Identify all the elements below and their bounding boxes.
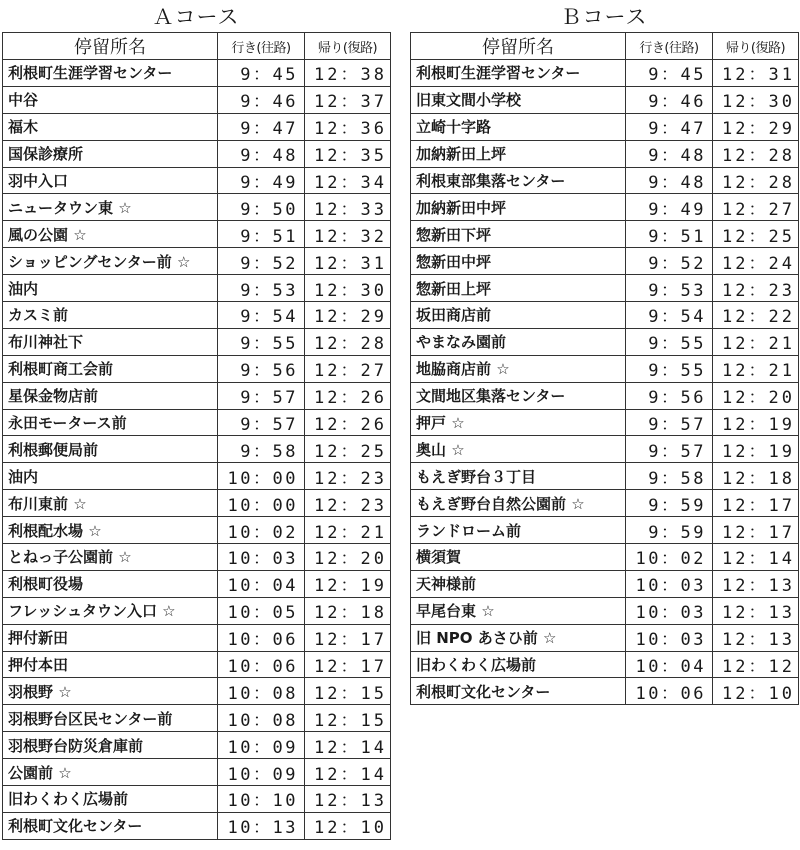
stop-name-cell: 押付本田: [3, 651, 218, 678]
outbound-time-cell: 10：06: [626, 678, 713, 705]
outbound-time-cell: 9：48: [218, 140, 305, 167]
return-time-cell: 12：10: [713, 678, 799, 705]
table-row: [411, 382, 799, 409]
table-row: [411, 490, 799, 517]
table-row: [3, 275, 391, 302]
outbound-time-cell: 10：04: [626, 651, 713, 678]
table-row: [411, 544, 799, 571]
stop-name-cell: 立崎十字路: [411, 113, 626, 140]
return-time-cell: 12：25: [305, 436, 391, 463]
outbound-time-cell: 10：00: [218, 490, 305, 517]
outbound-time-cell: 10：03: [626, 570, 713, 597]
outbound-time-cell: 10：02: [626, 544, 713, 571]
stop-name-cell: 公園前 ☆: [3, 759, 218, 786]
table-row: [3, 194, 391, 221]
table-row: [411, 678, 799, 705]
table-row: [3, 759, 391, 786]
table-row: [411, 517, 799, 544]
outbound-time-cell: 9：58: [218, 436, 305, 463]
outbound-time-cell: 10：03: [626, 597, 713, 624]
stop-name-cell: 布川神社下: [3, 328, 218, 355]
table-row: [411, 167, 799, 194]
outbound-time-cell: 10：00: [218, 463, 305, 490]
return-time-cell: 12：14: [713, 544, 799, 571]
return-time-cell: 12：37: [305, 86, 391, 113]
table-row: [3, 490, 391, 517]
outbound-time-cell: 9：58: [626, 463, 713, 490]
header-outbound: 行き(往路): [626, 33, 713, 60]
table-row: [411, 302, 799, 329]
stop-name-cell: ショッピングセンター前 ☆: [3, 248, 218, 275]
outbound-time-cell: 9：59: [626, 490, 713, 517]
table-row: [411, 597, 799, 624]
return-time-cell: 12：15: [305, 705, 391, 732]
table-row: [411, 463, 799, 490]
stop-name-cell: 惣新田中坪: [411, 248, 626, 275]
outbound-time-cell: 10：09: [218, 732, 305, 759]
outbound-time-cell: 9：52: [218, 248, 305, 275]
outbound-time-cell: 9：51: [626, 221, 713, 248]
stop-name-cell: 油内: [3, 275, 218, 302]
outbound-time-cell: 9：46: [626, 86, 713, 113]
table-row: [3, 140, 391, 167]
return-time-cell: 12：23: [305, 463, 391, 490]
outbound-time-cell: 10：08: [218, 705, 305, 732]
table-row: [3, 328, 391, 355]
stop-name-cell: 利根町生涯学習センター: [411, 60, 626, 87]
outbound-time-cell: 10：13: [218, 812, 305, 839]
return-time-cell: 12：23: [713, 275, 799, 302]
header-outbound: 行き(往路): [218, 33, 305, 60]
return-time-cell: 12：38: [305, 60, 391, 87]
table-row: [3, 517, 391, 544]
outbound-time-cell: 9：45: [218, 60, 305, 87]
return-time-cell: 12：21: [713, 328, 799, 355]
stop-name-cell: 押戸 ☆: [411, 409, 626, 436]
stop-name-cell: 利根郵便局前: [3, 436, 218, 463]
stop-name-cell: 惣新田上坪: [411, 275, 626, 302]
outbound-time-cell: 10：08: [218, 678, 305, 705]
return-time-cell: 12：30: [713, 86, 799, 113]
return-time-cell: 12：24: [713, 248, 799, 275]
course-b-timetable: [410, 32, 799, 705]
outbound-time-cell: 9：48: [626, 140, 713, 167]
course-b-title: Ｂコース: [560, 5, 648, 29]
stop-name-cell: 布川東前 ☆: [3, 490, 218, 517]
return-time-cell: 12：29: [305, 302, 391, 329]
stop-name-cell: もえぎ野台３丁目: [411, 463, 626, 490]
stop-name-cell: 利根町生涯学習センター: [3, 60, 218, 87]
stop-name-cell: 文間地区集落センター: [411, 382, 626, 409]
outbound-time-cell: 9：57: [626, 409, 713, 436]
return-time-cell: 12：19: [713, 436, 799, 463]
stop-name-cell: 利根町文化センター: [3, 812, 218, 839]
table-row: [411, 328, 799, 355]
outbound-time-cell: 10：10: [218, 786, 305, 813]
stop-name-cell: 押付新田: [3, 624, 218, 651]
return-time-cell: 12：31: [305, 248, 391, 275]
header-stop-name: 停留所名: [3, 33, 218, 60]
table-row: [411, 221, 799, 248]
outbound-time-cell: 10：05: [218, 597, 305, 624]
course-a-rows: [3, 60, 391, 840]
outbound-time-cell: 9：55: [218, 328, 305, 355]
return-time-cell: 12：17: [305, 651, 391, 678]
return-time-cell: 12：28: [713, 140, 799, 167]
stop-name-cell: 加納新田中坪: [411, 194, 626, 221]
table-row: [3, 463, 391, 490]
return-time-cell: 12：30: [305, 275, 391, 302]
outbound-time-cell: 9：49: [626, 194, 713, 221]
return-time-cell: 12：26: [305, 409, 391, 436]
table-row: [411, 409, 799, 436]
return-time-cell: 12：25: [713, 221, 799, 248]
table-row: [411, 113, 799, 140]
return-time-cell: 12：32: [305, 221, 391, 248]
table-row: [3, 248, 391, 275]
outbound-time-cell: 9：52: [626, 248, 713, 275]
table-row: [411, 248, 799, 275]
return-time-cell: 12：27: [305, 355, 391, 382]
table-row: [3, 732, 391, 759]
table-row: [3, 113, 391, 140]
table-row: [3, 705, 391, 732]
outbound-time-cell: 9：55: [626, 355, 713, 382]
return-time-cell: 12：22: [713, 302, 799, 329]
stop-name-cell: 風の公園 ☆: [3, 221, 218, 248]
outbound-time-cell: 9：54: [626, 302, 713, 329]
stop-name-cell: 油内: [3, 463, 218, 490]
stop-name-cell: 福木: [3, 113, 218, 140]
outbound-time-cell: 10：03: [626, 624, 713, 651]
outbound-time-cell: 9：57: [218, 409, 305, 436]
header-return: 帰り(復路): [713, 33, 799, 60]
outbound-time-cell: 9：59: [626, 517, 713, 544]
table-row: [3, 86, 391, 113]
return-time-cell: 12：33: [305, 194, 391, 221]
outbound-time-cell: 9：57: [218, 382, 305, 409]
outbound-time-cell: 9：56: [218, 355, 305, 382]
course-a-title: Ａコース: [152, 5, 240, 29]
header-return: 帰り(復路): [305, 33, 391, 60]
outbound-time-cell: 9：53: [218, 275, 305, 302]
stop-name-cell: 羽根野台区民センター前: [3, 705, 218, 732]
stop-name-cell: 永田モータース前: [3, 409, 218, 436]
outbound-time-cell: 9：48: [626, 167, 713, 194]
stop-name-cell: フレッシュタウン入口 ☆: [3, 597, 218, 624]
stop-name-cell: 羽中入口: [3, 167, 218, 194]
table-row: [411, 194, 799, 221]
return-time-cell: 12：20: [713, 382, 799, 409]
return-time-cell: 12：36: [305, 113, 391, 140]
table-row: [3, 597, 391, 624]
return-time-cell: 12：18: [713, 463, 799, 490]
stop-name-cell: 地脇商店前 ☆: [411, 355, 626, 382]
stop-name-cell: 奥山 ☆: [411, 436, 626, 463]
stop-name-cell: カスミ前: [3, 302, 218, 329]
return-time-cell: 12：31: [713, 60, 799, 87]
table-row: [3, 60, 391, 87]
return-time-cell: 12：14: [305, 732, 391, 759]
stop-name-cell: 横須賀: [411, 544, 626, 571]
outbound-time-cell: 9：45: [626, 60, 713, 87]
table-row: [3, 167, 391, 194]
outbound-time-cell: 9：46: [218, 86, 305, 113]
stop-name-cell: 国保診療所: [3, 140, 218, 167]
return-time-cell: 12：19: [305, 570, 391, 597]
stop-name-cell: 利根町文化センター: [411, 678, 626, 705]
stop-name-cell: 旧わくわく広場前: [3, 786, 218, 813]
return-time-cell: 12：18: [305, 597, 391, 624]
table-row: [411, 86, 799, 113]
outbound-time-cell: 9：55: [626, 328, 713, 355]
outbound-time-cell: 9：47: [626, 113, 713, 140]
outbound-time-cell: 9：50: [218, 194, 305, 221]
table-row: [411, 140, 799, 167]
return-time-cell: 12：13: [305, 786, 391, 813]
return-time-cell: 12：27: [713, 194, 799, 221]
outbound-time-cell: 10：03: [218, 544, 305, 571]
table-row: [411, 436, 799, 463]
table-row: [3, 624, 391, 651]
stop-name-cell: 旧 NPO あさひ前 ☆: [411, 624, 626, 651]
course-a-timetable: [2, 32, 391, 840]
stop-name-cell: 旧東文間小学校: [411, 86, 626, 113]
table-row: [3, 812, 391, 839]
stop-name-cell: とねっ子公園前 ☆: [3, 544, 218, 571]
return-time-cell: 12：13: [713, 624, 799, 651]
table-row: [3, 355, 391, 382]
stop-name-cell: 利根町商工会前: [3, 355, 218, 382]
stop-name-cell: ランドローム前: [411, 517, 626, 544]
table-row: [3, 678, 391, 705]
return-time-cell: 12：28: [713, 167, 799, 194]
return-time-cell: 12：28: [305, 328, 391, 355]
table-row: [411, 624, 799, 651]
stop-name-cell: 天神様前: [411, 570, 626, 597]
stop-name-cell: 星保金物店前: [3, 382, 218, 409]
return-time-cell: 12：34: [305, 167, 391, 194]
course-b-section: [410, 0, 798, 705]
return-time-cell: 12：21: [713, 355, 799, 382]
table-row: [411, 651, 799, 678]
outbound-time-cell: 10：06: [218, 624, 305, 651]
return-time-cell: 12：19: [713, 409, 799, 436]
return-time-cell: 12：10: [305, 812, 391, 839]
return-time-cell: 12：12: [713, 651, 799, 678]
return-time-cell: 12：13: [713, 597, 799, 624]
outbound-time-cell: 10：02: [218, 517, 305, 544]
outbound-time-cell: 9：49: [218, 167, 305, 194]
stop-name-cell: 加納新田上坪: [411, 140, 626, 167]
return-time-cell: 12：13: [713, 570, 799, 597]
return-time-cell: 12：14: [305, 759, 391, 786]
return-time-cell: 12：17: [713, 490, 799, 517]
return-time-cell: 12：21: [305, 517, 391, 544]
stop-name-cell: ニュータウン東 ☆: [3, 194, 218, 221]
table-row: [3, 786, 391, 813]
return-time-cell: 12：20: [305, 544, 391, 571]
outbound-time-cell: 9：47: [218, 113, 305, 140]
outbound-time-cell: 9：51: [218, 221, 305, 248]
outbound-time-cell: 10：04: [218, 570, 305, 597]
outbound-time-cell: 10：09: [218, 759, 305, 786]
return-time-cell: 12：17: [305, 624, 391, 651]
stop-name-cell: 坂田商店前: [411, 302, 626, 329]
table-row: [3, 409, 391, 436]
stop-name-cell: 羽根野 ☆: [3, 678, 218, 705]
stop-name-cell: 利根東部集落センター: [411, 167, 626, 194]
return-time-cell: 12：26: [305, 382, 391, 409]
table-row: [3, 436, 391, 463]
stop-name-cell: 早尾台東 ☆: [411, 597, 626, 624]
table-row: [3, 570, 391, 597]
outbound-time-cell: 9：57: [626, 436, 713, 463]
return-time-cell: 12：29: [713, 113, 799, 140]
table-row: [411, 275, 799, 302]
outbound-time-cell: 9：53: [626, 275, 713, 302]
stop-name-cell: 旧わくわく広場前: [411, 651, 626, 678]
table-row: [3, 544, 391, 571]
outbound-time-cell: 9：56: [626, 382, 713, 409]
table-row: [411, 570, 799, 597]
table-row: [411, 60, 799, 87]
outbound-time-cell: 10：06: [218, 651, 305, 678]
course-a-section: [2, 0, 390, 840]
stop-name-cell: 惣新田下坪: [411, 221, 626, 248]
return-time-cell: 12：35: [305, 140, 391, 167]
header-stop-name: 停留所名: [411, 33, 626, 60]
table-row: [3, 651, 391, 678]
table-row: [3, 221, 391, 248]
return-time-cell: 12：15: [305, 678, 391, 705]
stop-name-cell: 利根配水場 ☆: [3, 517, 218, 544]
outbound-time-cell: 9：54: [218, 302, 305, 329]
return-time-cell: 12：17: [713, 517, 799, 544]
course-b-rows: [411, 60, 799, 705]
table-row: [3, 382, 391, 409]
course-b-header-row: [411, 33, 799, 60]
table-row: [3, 302, 391, 329]
stop-name-cell: もえぎ野台自然公園前 ☆: [411, 490, 626, 517]
table-row: [411, 355, 799, 382]
stop-name-cell: 羽根野台防災倉庫前: [3, 732, 218, 759]
course-a-header-row: [3, 33, 391, 60]
stop-name-cell: 中谷: [3, 86, 218, 113]
stop-name-cell: 利根町役場: [3, 570, 218, 597]
return-time-cell: 12：23: [305, 490, 391, 517]
stop-name-cell: やまなみ園前: [411, 328, 626, 355]
